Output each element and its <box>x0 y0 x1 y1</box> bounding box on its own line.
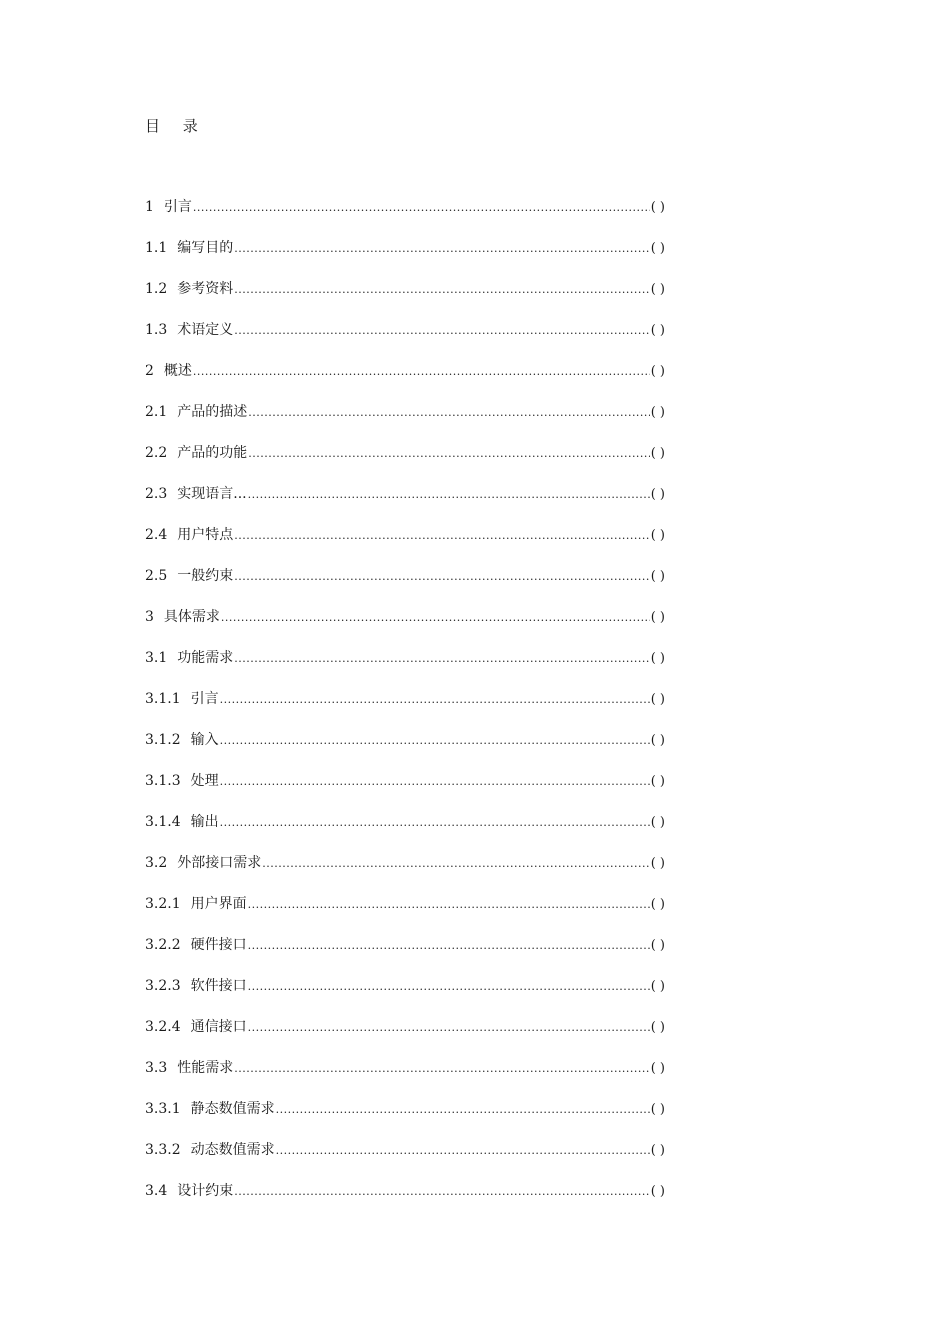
toc-entry-number: 3.2 <box>145 855 168 871</box>
toc-entry-number: 3.3.1 <box>145 1101 181 1117</box>
toc-dot-leader <box>220 813 650 833</box>
toc-entry-text: 参考资料 <box>177 281 234 297</box>
toc-entry[interactable] <box>145 853 665 894</box>
toc-dot-leader <box>193 198 650 218</box>
toc-entry[interactable] <box>145 812 665 853</box>
toc-dot-leader <box>276 1100 650 1120</box>
toc-entry-number: 2 <box>145 363 154 379</box>
toc-entry[interactable] <box>145 689 665 730</box>
toc-entry-text: 软件接口 <box>190 978 247 994</box>
toc-entry-text: 编写目的 <box>177 240 234 256</box>
toc-entry-text: 用户特点 <box>177 527 234 543</box>
toc-entry-number: 1.1 <box>145 240 168 256</box>
toc-entry[interactable] <box>145 607 665 648</box>
toc-entry-number: 2.3 <box>145 486 168 502</box>
toc-entry-page: ( ) <box>650 1143 665 1158</box>
toc-entry[interactable] <box>145 320 665 361</box>
toc-entry-number: 3.4 <box>145 1183 168 1199</box>
toc-dot-leader <box>248 485 650 505</box>
toc-entry[interactable] <box>145 1017 665 1058</box>
toc-entry-number: 3.2.4 <box>145 1019 181 1035</box>
toc-entry-text: 输入 <box>190 732 219 748</box>
toc-entry-text: 产品的描述 <box>177 404 248 420</box>
toc-entry[interactable] <box>145 1140 665 1181</box>
toc-entry-number: 3.3.2 <box>145 1142 181 1158</box>
toc-dot-leader <box>234 1059 649 1079</box>
toc-dot-leader <box>220 690 650 710</box>
toc-entry-text: 用户界面 <box>190 896 247 912</box>
toc-entry-page: ( ) <box>650 405 665 420</box>
toc-entry-number: 3 <box>145 609 154 625</box>
toc-entry-page: ( ) <box>650 774 665 789</box>
toc-entry-text: 一般约束 <box>177 568 234 584</box>
toc-entry-text: 产品的功能 <box>177 445 248 461</box>
toc-entry-number: 3.2.2 <box>145 937 181 953</box>
toc-entry[interactable] <box>145 279 665 320</box>
toc-entry-number: 1 <box>145 199 154 215</box>
toc-dot-leader <box>234 280 649 300</box>
toc-entry-page: ( ) <box>650 446 665 461</box>
toc-entry-number: 2.4 <box>145 527 168 543</box>
toc-entry-number: 1.2 <box>145 281 168 297</box>
toc-dot-leader <box>221 608 650 628</box>
toc-entry-number: 3.1 <box>145 650 168 666</box>
toc-entry[interactable] <box>145 402 665 443</box>
toc-dot-leader <box>248 403 649 423</box>
toc-entry-text: 引言 <box>163 199 192 215</box>
toc-entry-page: ( ) <box>650 1102 665 1117</box>
toc-entry-number: 3.2.3 <box>145 978 181 994</box>
toc-entry-text: 通信接口 <box>190 1019 247 1035</box>
toc-entry[interactable] <box>145 197 665 238</box>
toc-entry-page: ( ) <box>650 569 665 584</box>
toc-entry-page: ( ) <box>650 897 665 912</box>
toc-entry[interactable] <box>145 525 665 566</box>
toc-entry-text: 硬件接口 <box>190 937 247 953</box>
toc-entry-number: 3.3 <box>145 1060 168 1076</box>
toc-entry-number: 3.1.1 <box>145 691 181 707</box>
toc-entry-text: 功能需求 <box>177 650 234 666</box>
toc-entry-page: ( ) <box>650 364 665 379</box>
toc-entry-page: ( ) <box>650 200 665 215</box>
toc-entry-text: 概述 <box>163 363 192 379</box>
toc-entry-number: 3.1.2 <box>145 732 181 748</box>
toc-entry-page: ( ) <box>650 323 665 338</box>
toc-dot-leader <box>262 854 649 874</box>
toc-entry-page: ( ) <box>650 241 665 256</box>
toc-entry-page: ( ) <box>650 1020 665 1035</box>
toc-entry[interactable] <box>145 976 665 1017</box>
toc-entry[interactable] <box>145 566 665 607</box>
toc-dot-leader <box>234 649 649 669</box>
toc-dot-leader <box>276 1141 650 1161</box>
toc-entry-page: ( ) <box>650 528 665 543</box>
toc-entry[interactable] <box>145 361 665 402</box>
toc-dot-leader <box>220 731 650 751</box>
toc-entry-number: 2.1 <box>145 404 168 420</box>
toc-entry-text: 外部接口需求 <box>177 855 262 871</box>
toc-entry-number: 1.3 <box>145 322 168 338</box>
toc-dot-leader <box>248 977 650 997</box>
toc-entry-number: 3.2.1 <box>145 896 181 912</box>
toc-entry-number: 3.1.4 <box>145 814 181 830</box>
toc-dot-leader <box>248 444 649 464</box>
toc-entry-number: 3.1.3 <box>145 773 181 789</box>
toc-entry-number: 2.2 <box>145 445 168 461</box>
toc-entry[interactable] <box>145 894 665 935</box>
toc-entry-text: 输出 <box>190 814 219 830</box>
toc-entry-text: 静态数值需求 <box>190 1101 275 1117</box>
toc-title: 目 录 <box>145 117 207 135</box>
toc-entry-page: ( ) <box>650 487 665 502</box>
toc-entry-page: ( ) <box>650 815 665 830</box>
toc-dot-leader <box>234 1182 649 1202</box>
toc-entry-page: ( ) <box>650 979 665 994</box>
toc-entry-page: ( ) <box>650 692 665 707</box>
toc-entry-page: ( ) <box>650 733 665 748</box>
toc-dot-leader <box>220 772 650 792</box>
toc-entry-text: 动态数值需求 <box>190 1142 275 1158</box>
toc-entry[interactable] <box>145 771 665 812</box>
toc-entry[interactable] <box>145 1099 665 1140</box>
toc-entry[interactable] <box>145 238 665 279</box>
toc-entry-page: ( ) <box>650 1061 665 1076</box>
toc-entry-text: 引言 <box>190 691 219 707</box>
toc-dot-leader <box>193 362 650 382</box>
toc-entry-text: 术语定义 <box>177 322 234 338</box>
toc-entry-text: 实现语言... <box>177 486 247 502</box>
toc-dot-leader <box>234 567 649 587</box>
toc-entry-page: ( ) <box>650 610 665 625</box>
toc-entry-page: ( ) <box>650 938 665 953</box>
toc-entry-text: 处理 <box>190 773 219 789</box>
toc-entry[interactable] <box>145 484 665 525</box>
toc-dot-leader <box>248 1018 650 1038</box>
toc-entry-number: 2.5 <box>145 568 168 584</box>
toc-entry[interactable] <box>145 443 665 484</box>
toc-entry-text: 性能需求 <box>177 1060 234 1076</box>
toc-entry-text: 具体需求 <box>163 609 220 625</box>
toc-dot-leader <box>234 239 649 259</box>
toc-entry[interactable] <box>145 1058 665 1099</box>
toc-entry-text: 设计约束 <box>177 1183 234 1199</box>
toc-entry[interactable] <box>145 730 665 771</box>
toc-dot-leader <box>234 321 649 341</box>
toc-entry-page: ( ) <box>650 1184 665 1199</box>
toc-dot-leader <box>248 936 650 956</box>
toc-list <box>145 197 665 1222</box>
toc-dot-leader <box>234 526 649 546</box>
toc-entry-page: ( ) <box>650 282 665 297</box>
toc-entry-page: ( ) <box>650 856 665 871</box>
toc-entry[interactable] <box>145 935 665 976</box>
toc-entry-page: ( ) <box>650 651 665 666</box>
toc-entry[interactable] <box>145 648 665 689</box>
toc-entry[interactable] <box>145 1181 665 1222</box>
toc-dot-leader <box>248 895 650 915</box>
